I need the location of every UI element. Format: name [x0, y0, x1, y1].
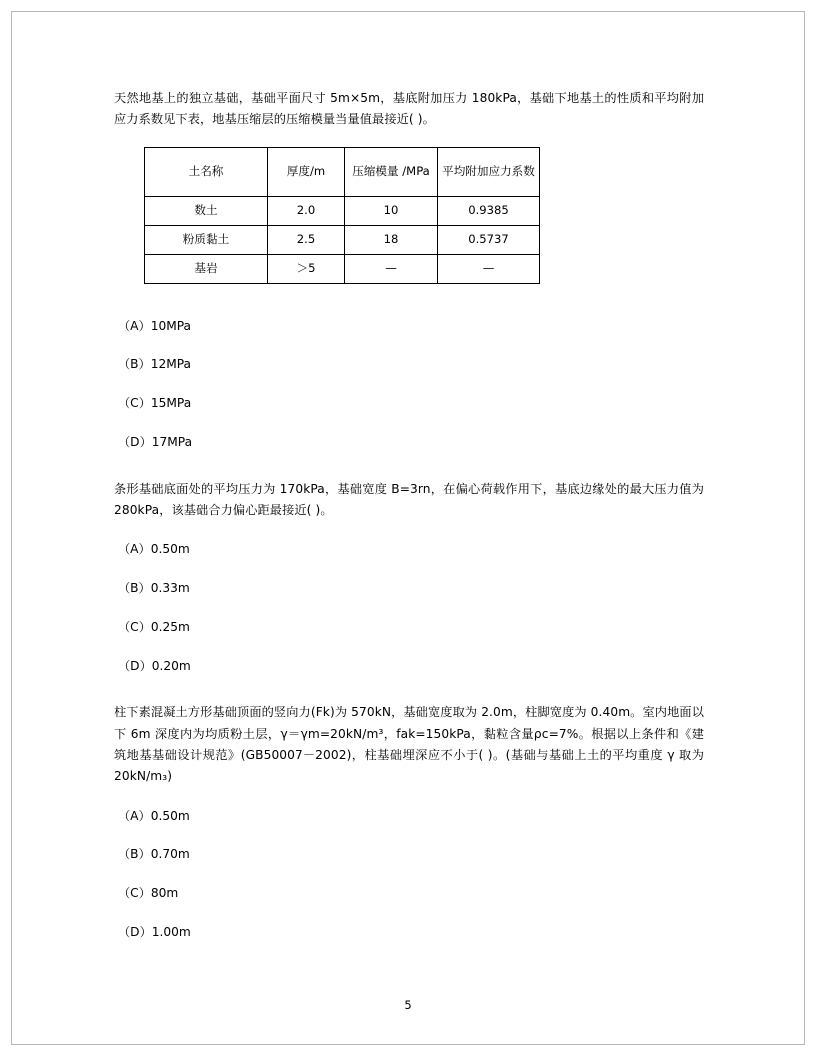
- question-9-option-a[interactable]: （A）0.50m: [118, 542, 190, 557]
- spacer: [114, 284, 704, 298]
- question-10: [114, 702, 704, 942]
- question-8-option-c[interactable]: （C）15MPa: [118, 396, 192, 411]
- header-soil-name: 土名称: [145, 147, 268, 196]
- page-content: [114, 88, 704, 943]
- cell-modulus: —: [345, 254, 438, 283]
- table-body: [145, 196, 540, 283]
- question-8-text: 天然地基上的独立基础，基础平面尺寸 5m×5m，基底附加压力 180kPa，基础下地基土的性质和平均附加应力系数见下表，地基压缩层的压缩模量当量值最接近( )。: [114, 91, 704, 127]
- table-row: [145, 225, 540, 254]
- cell-thickness: ＞5: [268, 254, 345, 283]
- cell-soil-name: 基岩: [145, 254, 268, 283]
- question-9: [114, 479, 704, 677]
- question-10-option-a[interactable]: （A）0.50m: [118, 808, 190, 823]
- table-row: [145, 254, 540, 283]
- question-10-option-b[interactable]: （B）0.70m: [118, 847, 190, 862]
- soil-properties-table: [144, 147, 540, 284]
- cell-coefficient: 0.5737: [438, 225, 540, 254]
- table-header: [145, 147, 540, 196]
- cell-soil-name: 粉质黏土: [145, 225, 268, 254]
- cell-thickness: 2.5: [268, 225, 345, 254]
- question-8: [114, 88, 704, 453]
- question-8-option-b[interactable]: （B）12MPa: [118, 357, 192, 372]
- question-9-option-b[interactable]: （B）0.33m: [118, 581, 190, 596]
- spacer: [114, 676, 704, 702]
- question-9-option-d[interactable]: （D）0.20m: [118, 658, 191, 673]
- cell-modulus: 18: [345, 225, 438, 254]
- table-row: [145, 196, 540, 225]
- header-stress-coefficient: 平均附加应力系数: [438, 147, 540, 196]
- spacer: [114, 453, 704, 479]
- cell-thickness: 2.0: [268, 196, 345, 225]
- question-9-option-c[interactable]: （C）0.25m: [118, 619, 190, 634]
- header-thickness: 厚度/m: [268, 147, 345, 196]
- cell-coefficient: 0.9385: [438, 196, 540, 225]
- question-8-option-d[interactable]: （D）17MPa: [118, 434, 193, 449]
- header-compression-modulus: 压缩模量 /MPa: [345, 147, 438, 196]
- question-10-option-c[interactable]: （C）80m: [118, 886, 179, 901]
- question-9-text: 条形基础底面处的平均压力为 170kPa，基础宽度 B=3rn，在偏心荷载作用下，基底边缘处的最大压力值为 280kPa，该基础合力偏心距最接近( )。: [114, 481, 704, 517]
- cell-soil-name: 数土: [145, 196, 268, 225]
- question-8-option-a[interactable]: （A）10MPa: [118, 318, 192, 333]
- question-10-option-d[interactable]: （D）1.00m: [118, 924, 191, 939]
- page-number: 5: [404, 998, 412, 1012]
- question-10-text: 柱下素混凝土方形基础顶面的竖向力(Fk)为 570kN，基础宽度取为 2.0m，柱脚宽度为 0.40m。室内地面以下 6m 深度内为均质粉土层，γ＝γm=20kN/m³，fak=150kPa，黏粒含量ρc=7%。根据以上条件和《建筑地基基础设计规范》(GB50007－2002)，柱基础埋深应不小于( )。(基础与基础上土的平均重度 γ 取为 20kN/m₃): [114, 705, 704, 784]
- cell-modulus: 10: [345, 196, 438, 225]
- table-header-row: [145, 147, 540, 196]
- cell-coefficient: —: [438, 254, 540, 283]
